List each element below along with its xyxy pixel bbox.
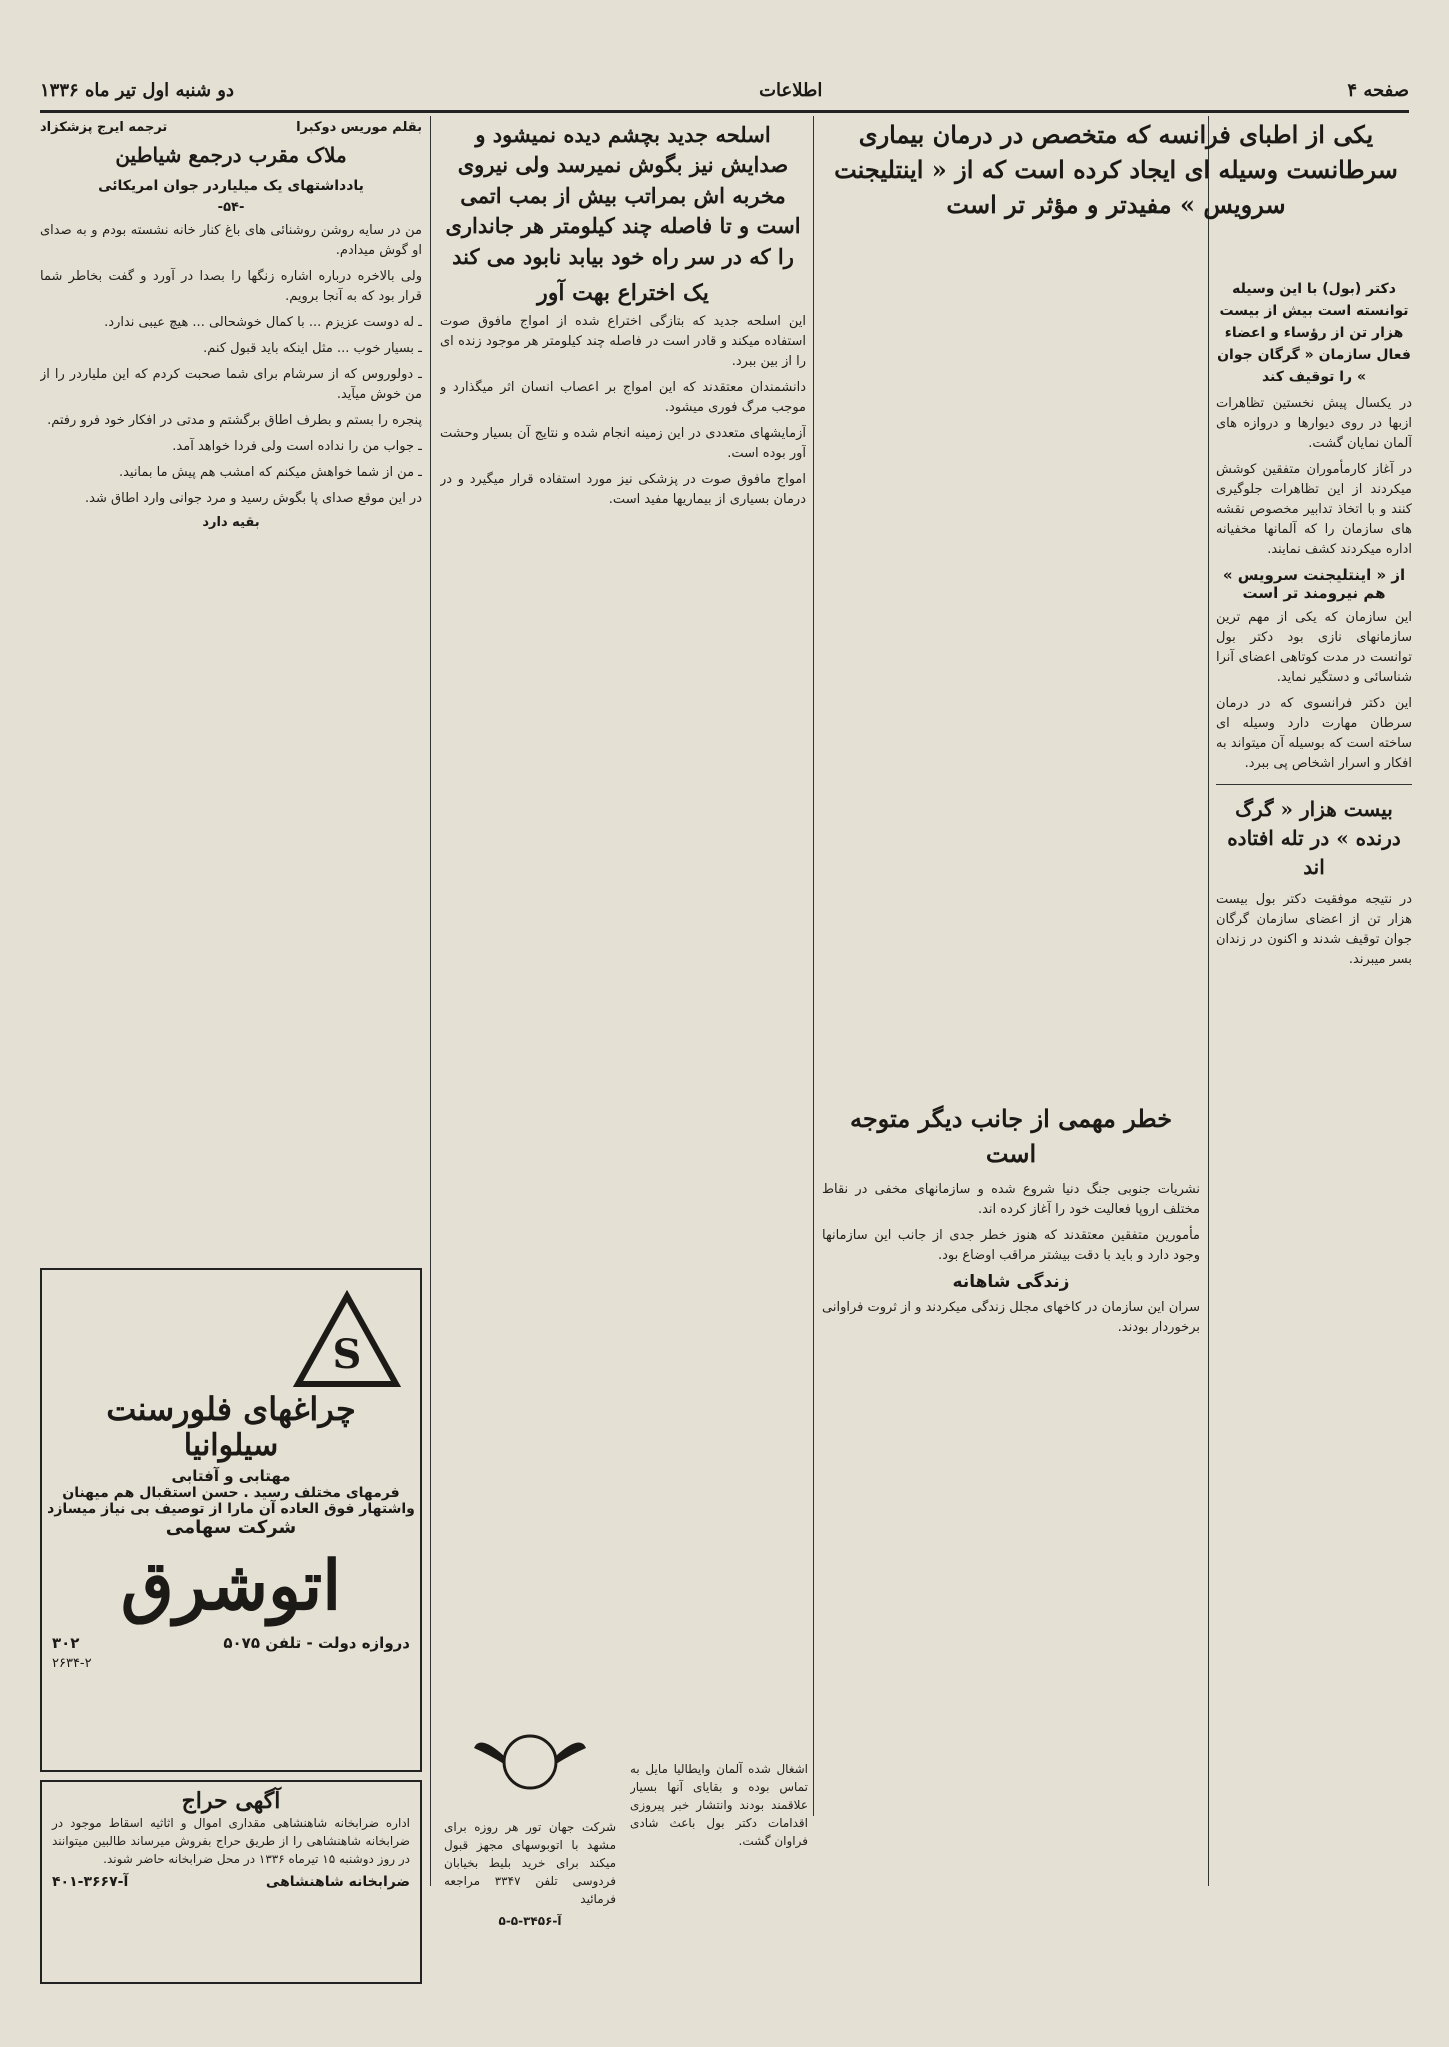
article-patent-header	[822, 118, 1410, 268]
masthead	[40, 70, 1409, 113]
story-paragraph: پنجره را بستم و بطرف اطاق برگشتم و مدتی در افکار خود فرو رفتم.	[47, 413, 422, 428]
article-paragraph: مأمورین متفقین معتقدند که هنوز خطر جدی از جانب این سازمانها وجود دارد و باید با دقت بیشتر مراقب اوضاع بود.	[822, 1227, 1200, 1263]
article-paragraph: دانشمندان معتقدند که این امواج بر اعصاب انسان اثر میگذارد و موجب مرگ فوری میشود.	[440, 380, 806, 416]
ad-auction	[40, 1780, 422, 1984]
box-headline: بیست هزار « گرگ درنده » در تله افتاده اند	[1227, 797, 1401, 879]
ad-line: مهتابی و آفتابی	[171, 1467, 291, 1485]
column-patent-body	[1216, 272, 1412, 1882]
column-rule	[430, 116, 431, 1886]
ad-fluorescent	[40, 1268, 422, 1772]
serial-title: ملاک مقرب درجمع شیاطین	[115, 143, 347, 167]
serial-episode: -۵۴-	[217, 200, 245, 215]
ad-line: فرمهای مختلف رسید . حسن استقبال هم میهنان	[62, 1485, 400, 1501]
article-paragraph: اشغال شده آلمان وایطالیا مایل به تماس بوده و بقایای آنها بسیار علاقمند بودند وانتشار خبر پیروزی اقدامات دکتر بول باعث شادی فراوان گشت.	[630, 1762, 808, 1848]
life-heading: زندگی شاهانه	[952, 1271, 1070, 1292]
serial-byline	[40, 120, 422, 135]
column-rule	[813, 116, 814, 1816]
serial-continued: بقیه دارد	[202, 515, 260, 530]
paper-name: اطلاعات	[759, 79, 823, 101]
ad-company: شرکت سهامی	[165, 1517, 297, 1538]
column-danger	[822, 272, 1200, 1882]
auction-signature: ضرابخانه شاهنشاهی	[265, 1874, 410, 1890]
article-weapon	[440, 120, 806, 1520]
article-paragraph: این اسلحه جدید که بتازگی اختراع شده از امواج مافوق صوت استفاده میکند و قادر است در فاصله چند کیلومتر هر موجود زنده ای را از بین ببرد.	[440, 314, 806, 370]
divider	[1216, 784, 1412, 785]
ad-title: چراغهای فلورسنت	[106, 1390, 356, 1428]
ad-code: ۳۰۲	[52, 1634, 80, 1652]
danger-headline: خطر مهمی از جانب دیگر متوجه است	[849, 1104, 1173, 1168]
auction-text: اداره ضرابخانه شاهنشاهی مقداری اموال و اثاثیه اسقاط موجود در ضرابخانه شاهنشاهی را از طریق حراج بفروش میرساند طالبین میتوانند در روز دوشنبه ۱۵ تیرماه ۱۳۳۶ در محل ضرابخانه حاضر شوند.	[52, 1816, 410, 1866]
column-rule	[1208, 116, 1209, 1886]
story-paragraph: ـ له دوست عزیزم ... با کمال خوشحالی ... هیچ عیبی ندارد.	[104, 315, 422, 330]
article-paragraph: آزمایشهای متعددی در این زمینه انجام شده و نتایج آن بسیار وحشت آور بوده است.	[440, 426, 806, 462]
weapon-subhead: یک اختراع بهت آور	[537, 280, 709, 307]
ad-brand-line: سیلوانیا	[183, 1428, 279, 1463]
winged-logo-icon	[470, 1704, 590, 1814]
article-paragraph: سران این سازمان در کاخهای مجلل زندگی میکردند و از ثروت فراوانی برخوردار بودند.	[822, 1299, 1200, 1335]
serial-translator: ترجمه ایرج پزشکزاد	[40, 120, 168, 135]
article-paragraph: امواج مافوق صوت در پزشکی نیز مورد استفاده قرار میگیرد و در درمان بسیاری از بیماریها مفید است.	[440, 472, 806, 508]
ad-address: دروازه دولت - تلفن ۵۰۷۵	[223, 1634, 410, 1652]
svg-text:S: S	[332, 1331, 362, 1378]
lightning-logo-icon	[292, 1290, 402, 1390]
auction-title: آگهی حراج	[181, 1788, 281, 1814]
ad-footer	[42, 1634, 420, 1652]
ad-company-logo: اتوشرق	[120, 1546, 342, 1626]
weapon-headline: اسلحه جدید بچشم دیده نمیشود و صدایش نیز بگوش نمیرسد ولی نیروی مخربه اش بمراتب بیش از بمب اتمی است و تا فاصله چند کیلومتر هر جانداری را که در سر راه خود بیابد نابود می کند	[445, 122, 801, 269]
article-paragraph: در یکسال پیش نخستین تظاهرات ازبها در روی دیوارها و دروازه های آلمان نمایان گشت.	[1216, 396, 1412, 451]
article-paragraph: نشریات جنوبی جنگ دنیا شروع شده و سازمانهای مخفی در نقاط مختلف اروپا فعالیت خود را آغاز کرده اند.	[822, 1181, 1200, 1217]
auction-code: آ-۳۶۶۷-۴۰۱	[52, 1874, 129, 1890]
article-patent-subhead: دکتر (بول) با این وسیله توانسته است بیش از بیست هزار تن از رؤساء و اعضاء فعال سازمان « گرگان جوان » را توقیف کند	[1217, 281, 1411, 385]
wing-ad-code: آ-۳۴۵۶-۵-۵	[498, 1914, 562, 1928]
article-paragraph: در آغاز کارمأموران متفقین کوشش میکردند از این تظاهرات جلوگیری کنند و با اتخاذ تدابیر مخصوص نقشه های سازمان را که آلمانها مخفیانه اداره میکردند کشف نمایند.	[1216, 462, 1412, 557]
article-paragraph: در نتیجه موفقیت دکتر بول بیست هزار تن از اعضای سازمان گرگان جوان توقیف شدند و اکنون در زندان بسر میبرند.	[1216, 892, 1412, 967]
story-paragraph: من در سایه روشن روشنائی های باغ کنار خانه نشسته بودم و به صدای او گوش میدادم.	[40, 223, 422, 258]
story-paragraph: در این موقع صدای پا بگوش رسید و مرد جوانی وارد اطاق شد.	[85, 491, 422, 506]
story-paragraph: ـ جواب من را نداده است ولی فردا خواهد آمد.	[172, 439, 422, 454]
article-bottom	[630, 1760, 808, 1980]
serial-subtitle: یادداشتهای یک میلیاردر جوان امریکائی	[98, 178, 364, 194]
story-paragraph: ـ دولوروس که از سرشام برای شما صحبت کردم که این ملیاردر را از من خوش میآید.	[40, 367, 422, 402]
story-paragraph: ولی بالاخره درباره اشاره زنگها را بصدا در آورد و گفت بخاطر شما قرار بود که به آنجا برویم.	[40, 269, 422, 304]
issue-date: دو شنبه اول تیر ماه ۱۳۳۶	[40, 79, 235, 101]
page-number: صفحه ۴	[1347, 79, 1409, 101]
serial-author: بقلم موریس دوکبرا	[296, 120, 422, 135]
wing-ad-text: شرکت جهان تور هر روزه برای مشهد با اتوبوسهای مجهز قبول میکند برای خرید بلیط بخیابان فردوسی تلفن ۳۳۴۷ مراجعه فرمائید	[444, 1820, 616, 1906]
ad-wing	[440, 1700, 620, 1980]
article-paragraph: این سازمان که یکی از مهم ترین سازمانهای نازی بود دکتر بول توانست در مدت کوتاهی اعضای آنرا شناسائی و دستگیر نماید.	[1216, 610, 1412, 685]
article-patent-headline: یکی از اطبای فرانسه که متخصص در درمان بیماری سرطانست وسیله ای ایجاد کرده است که از « اینتلیجنت سرویس » مفیدتر و مؤثر تر است	[834, 120, 1398, 219]
story-paragraph: ـ بسیار خوب ... مثل اینکه باید قبول کنم.	[203, 341, 422, 356]
ad-line: واشتهار فوق العاده آن مارا از توصیف بی نیاز میسازد	[47, 1501, 415, 1517]
article-paragraph: این دکتر فرانسوی که در درمان سرطان مهارت دارد وسیله ای ساخته است که بوسیله آن میتواند به افکار و اسرار اشخاص پی ببرد.	[1216, 696, 1412, 771]
ad-code-2: ۲۶۳۴-۲	[52, 1656, 92, 1671]
section-heading: از « اینتلیجنت سرویس » هم نیرومند تر است	[1222, 566, 1406, 602]
story-paragraph: ـ من از شما خواهش میکنم که امشب هم پیش ما بمانید.	[118, 465, 422, 480]
serial-story	[40, 120, 422, 1270]
auction-footer	[42, 1874, 420, 1890]
